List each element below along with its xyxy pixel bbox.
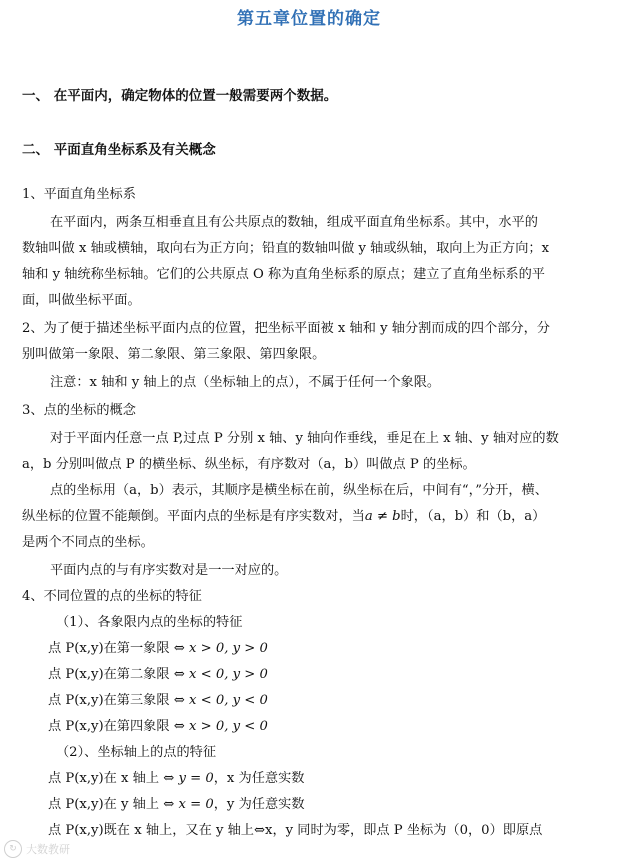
axis-rule-2 (48, 796, 305, 814)
watermark (4, 840, 70, 858)
paragraph-line: 是两个不同点的坐标。 (22, 535, 154, 550)
text-segment: 纵坐标的位置不能颠倒。平面内点的坐标是有序实数对，当 (22, 509, 365, 524)
section-heading-1: 一、 在平面内，确定物体的位置一般需要两个数据。 (22, 88, 338, 104)
paragraph-heading-3: 3、点的坐标的概念 (22, 403, 136, 418)
section-heading-2: 二、 平面直角坐标系及有关概念 (22, 142, 216, 158)
quadrant-rule-4 (48, 718, 268, 736)
rule-math: ⇔ x > 0, y < 0 (173, 719, 268, 734)
paragraph-heading-1: 1、平面直角坐标系 (22, 187, 136, 202)
subheading-axes: （2）、坐标轴上的点的特征 (56, 745, 217, 760)
quadrant-rule-3 (48, 692, 268, 710)
paragraph-line: 平面内点的与有序实数对是一一对应的。 (50, 563, 288, 578)
paragraph-line: 2、为了便于描述坐标平面内点的位置，把坐标平面被 x 轴和 y 轴分割而成的四个部分，分 (22, 321, 550, 336)
paragraph-line (22, 508, 545, 526)
rule-text: 点 P(x,y)在第二象限 (48, 667, 170, 682)
rule-text: 点 P(x,y)在第四象限 (48, 719, 170, 734)
paragraph-line: 轴和 y 轴统称坐标轴。它们的公共原点 O 称为直角坐标系的原点；建立了直角坐标系的平 (22, 267, 545, 282)
paragraph-line: 数轴叫做 x 轴或横轴，取向右为正方向；铅直的数轴叫做 y 轴或纵轴，取向上为正方向；x (22, 241, 550, 256)
text-segment: 时，（a，b）和（b，a） (400, 509, 546, 524)
rule-text: ，y 为任意实数 (213, 797, 305, 812)
rule-text: 点 P(x,y)在 y 轴上 (48, 797, 160, 812)
axis-rule-3: 点 P(x,y)既在 x 轴上，又在 y 轴上⇔x，y 同时为零，即点 P 坐标为（0，0）即原点 (48, 823, 543, 838)
rule-math: ⇔ x = 0 (163, 797, 214, 812)
paragraph-line: 在平面内，两条互相垂直且有公共原点的数轴，组成平面直角坐标系。其中，水平的 (50, 215, 538, 230)
page-title: 第五章位置的确定 (237, 9, 381, 29)
paragraph-heading-4: 4、不同位置的点的坐标的特征 (22, 589, 202, 604)
paragraph-line: a，b 分别叫做点 P 的横坐标、纵坐标，有序数对（a，b）叫做点 P 的坐标。 (22, 457, 476, 472)
subheading-quadrants: （1）、各象限内点的坐标的特征 (56, 615, 243, 630)
paragraph-line: 对于平面内任意一点 P,过点 P 分别 x 轴、y 轴向作垂线，垂足在上 x 轴、y 轴对应的数 (50, 431, 559, 446)
inequality-math: a ≠ b (364, 509, 401, 524)
axis-rule-1 (48, 770, 305, 788)
rule-math: ⇔ y = 0 (163, 771, 214, 786)
rule-math: ⇔ x < 0, y < 0 (173, 693, 268, 708)
note-line: 注意：x 轴和 y 轴上的点（坐标轴上的点），不属于任何一个象限。 (50, 375, 441, 390)
paragraph-line: 面，叫做坐标平面。 (22, 293, 141, 308)
quadrant-rule-1 (48, 640, 268, 658)
rule-text: 点 P(x,y)在第一象限 (48, 641, 170, 656)
rule-math: ⇔ x < 0, y > 0 (173, 667, 268, 682)
watermark-text: 大数教研 (26, 843, 70, 856)
rule-text: ，x 为任意实数 (213, 771, 305, 786)
paragraph-line: 点的坐标用（a，b）表示，其顺序是横坐标在前，纵坐标在后，中间有“，”分开，横、 (50, 483, 548, 498)
rule-math: ⇔ x > 0, y > 0 (173, 641, 268, 656)
rule-text: 点 P(x,y)在第三象限 (48, 693, 170, 708)
rule-text: 点 P(x,y)在 x 轴上 (48, 771, 160, 786)
share-icon: ↻ (4, 840, 22, 858)
paragraph-line: 别叫做第一象限、第二象限、第三象限、第四象限。 (22, 347, 326, 362)
quadrant-rule-2 (48, 666, 268, 684)
